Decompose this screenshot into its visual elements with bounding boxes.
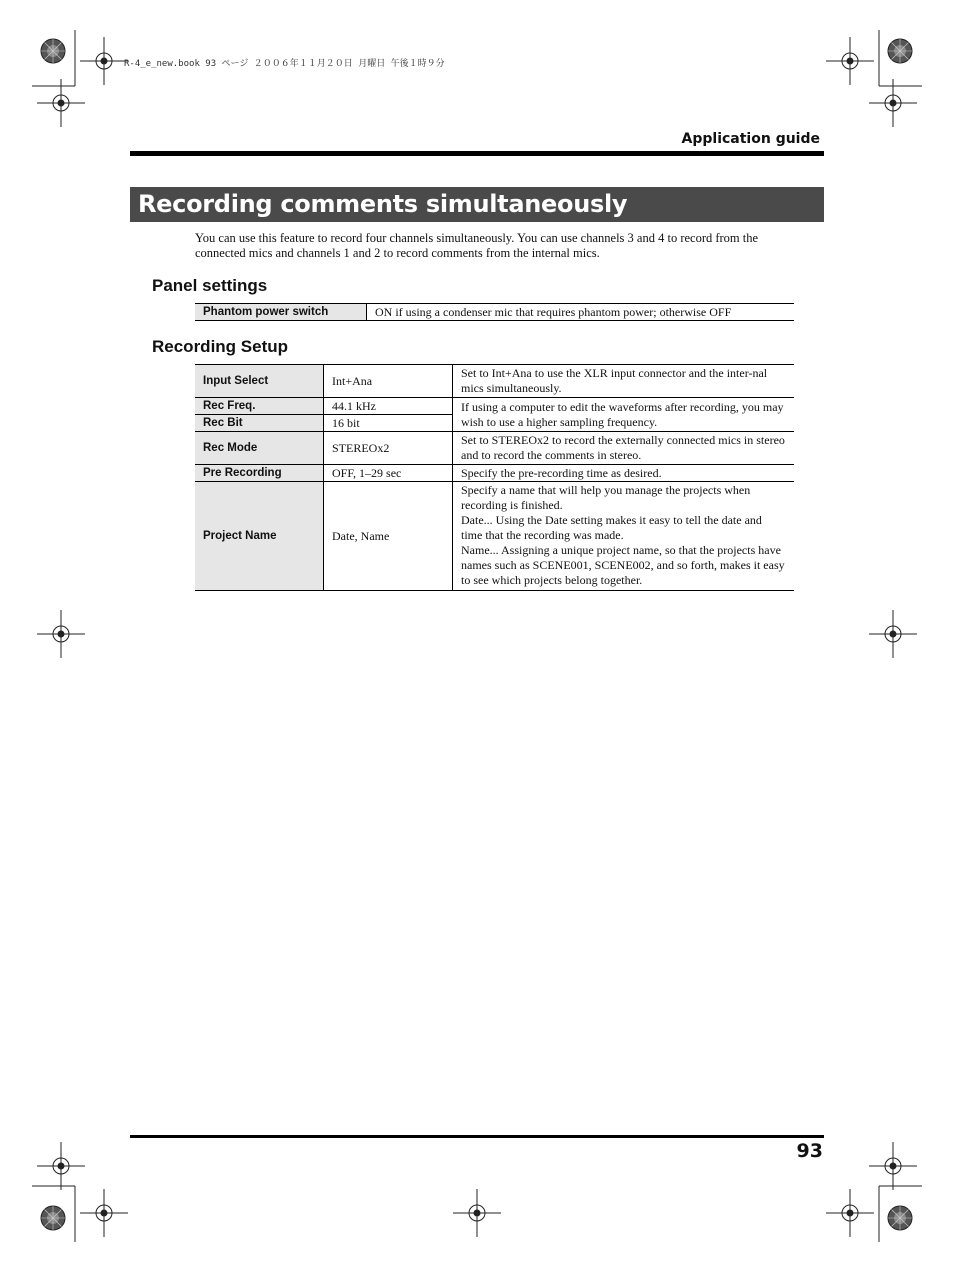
running-header: Application guide bbox=[681, 131, 820, 147]
table-key: Phantom power switch bbox=[195, 304, 367, 321]
table-row bbox=[195, 398, 794, 415]
table-key: Pre Recording bbox=[195, 465, 324, 482]
table-value: 44.1 kHz bbox=[324, 398, 453, 415]
table-row bbox=[195, 465, 794, 482]
table-note: Set to STEREOx2 to record the externally connected mics in stereo and to record the comments in stereo. bbox=[453, 432, 795, 465]
print-header: R-4_e_new.book 93 ページ ２００６年１１月２０日 月曜日 午後１時９分 bbox=[124, 59, 445, 69]
page-number: 93 bbox=[796, 1140, 823, 1162]
recording-setup-heading: Recording Setup bbox=[152, 337, 289, 356]
note-line: Specify a name that will help you manage the projects when recording is finished. bbox=[461, 483, 751, 512]
table-key: Input Select bbox=[195, 365, 324, 398]
table-value: 16 bit bbox=[324, 415, 453, 432]
table-key: Rec Mode bbox=[195, 432, 324, 465]
table-key: Rec Bit bbox=[195, 415, 324, 432]
intro-paragraph: You can use this feature to record four channels simultaneously. You can use channels 3 and 4 to record from the connected mics and channels 1 and 2 to record comments from the internal mics. bbox=[195, 231, 759, 260]
table-value: OFF, 1–29 sec bbox=[324, 465, 453, 482]
table-note bbox=[453, 482, 795, 591]
recording-setup-table bbox=[195, 364, 794, 591]
table-key: Project Name bbox=[195, 482, 324, 591]
table-key: Rec Freq. bbox=[195, 398, 324, 415]
table-row bbox=[195, 365, 794, 398]
section-title: Recording comments simultaneously bbox=[130, 187, 824, 222]
table-row bbox=[195, 304, 794, 321]
bottom-rule bbox=[130, 1135, 824, 1138]
table-row bbox=[195, 432, 794, 465]
note-line: Name... Assigning a unique project name, so that the projects have names such as SCENE001, SCENE002, and so forth, makes it easy to see which projects belong together. bbox=[461, 543, 785, 587]
table-value: Date, Name bbox=[324, 482, 453, 591]
table-note: Set to Int+Ana to use the XLR input connector and the inter-nal mics simultaneously. bbox=[453, 365, 795, 398]
note-line: Date... Using the Date setting makes it easy to tell the date and time that the recording was made. bbox=[461, 513, 762, 542]
panel-settings-table bbox=[195, 303, 794, 321]
table-row bbox=[195, 482, 794, 591]
table-note: If using a computer to edit the waveforms after recording, you may wish to use a higher sampling frequency. bbox=[453, 398, 795, 432]
table-value: Int+Ana bbox=[324, 365, 453, 398]
table-note: Specify the pre-recording time as desired. bbox=[453, 465, 795, 482]
top-rule bbox=[130, 151, 824, 156]
table-value: ON if using a condenser mic that requires phantom power; otherwise OFF bbox=[367, 304, 795, 321]
table-value: STEREOx2 bbox=[324, 432, 453, 465]
panel-settings-heading: Panel settings bbox=[152, 276, 268, 295]
